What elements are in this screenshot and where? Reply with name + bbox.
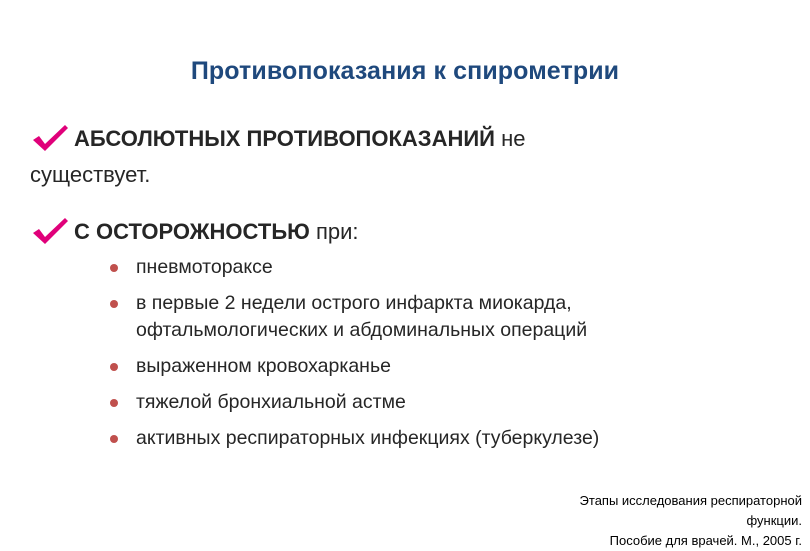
list-item: активных респираторных инфекциях (туберкулезе) — [110, 425, 750, 452]
source-note: Этапы исследования респираторной функции. Пособие для врачей. М., 2005 г. — [579, 493, 802, 548]
caution-list — [110, 254, 750, 461]
bullet-icon — [110, 399, 118, 407]
bullet-icon — [110, 435, 118, 443]
point-absolute-cont: существует. — [30, 162, 151, 187]
point-absolute-bold: АБСОЛЮТНЫХ ПРОТИВОПОКАЗАНИЙ — [74, 126, 495, 151]
point-caution-rest: при: — [309, 219, 359, 244]
bullet-icon — [110, 300, 118, 308]
point-absolute-rest: не — [494, 126, 526, 151]
point-absolute — [30, 121, 750, 193]
check-icon — [30, 123, 70, 153]
bullet-icon — [110, 264, 118, 272]
point-caution-bold: С ОСТОРОЖНОСТЬЮ — [74, 219, 310, 244]
list-item: выраженном кровохарканье — [110, 353, 750, 380]
list-item: в первые 2 недели острого инфаркта миокарда, офтальмологических и абдоминальных операций — [110, 290, 750, 344]
check-icon — [30, 216, 70, 246]
list-item: пневмотораксе — [110, 254, 750, 281]
slide-title: Противопоказания к спирометрии — [190, 57, 620, 85]
list-item: тяжелой бронхиальной астме — [110, 389, 750, 416]
point-caution — [30, 214, 750, 250]
bullet-icon — [110, 363, 118, 371]
